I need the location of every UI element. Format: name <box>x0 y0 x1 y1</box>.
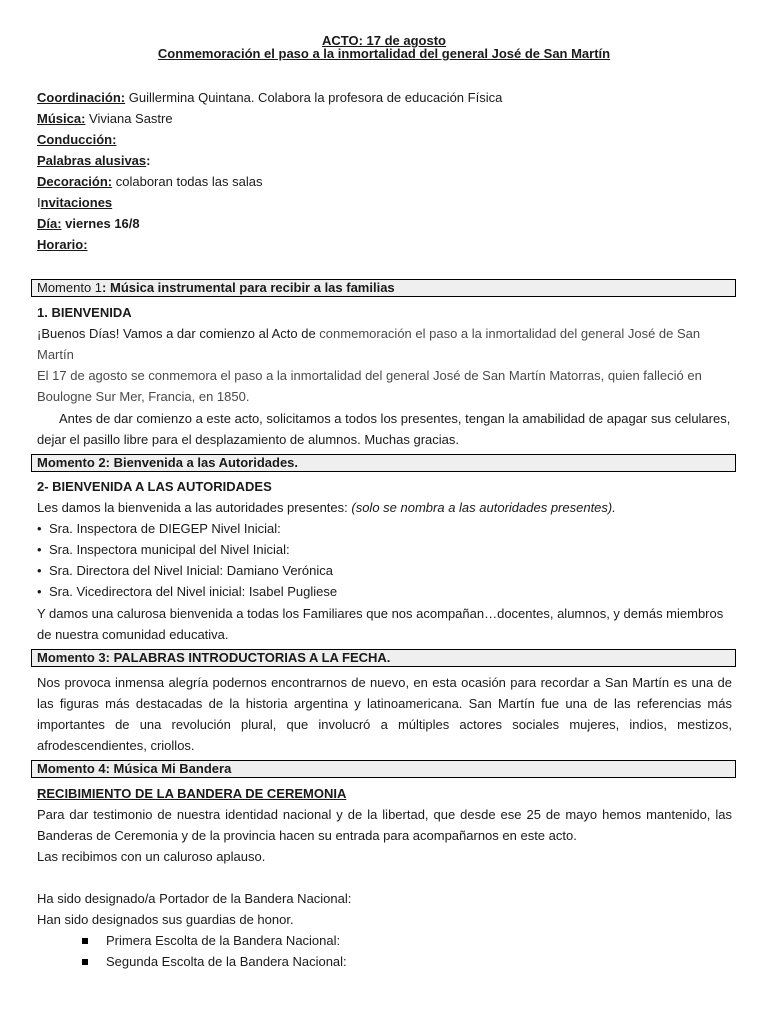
bullet-icon: • <box>37 521 42 536</box>
momento-text: : Música instrumental para recibir a las familias <box>102 280 395 295</box>
section-heading: RECIBIMIENTO DE LA BANDERA DE CEREMONIA <box>37 786 347 801</box>
section-heading: 1. BIENVENIDA <box>37 305 132 320</box>
field-label: Conducción: <box>37 132 117 147</box>
field-decoracion <box>37 171 262 192</box>
field-value: Viviana Sastre <box>85 111 173 126</box>
momento-2-box <box>31 454 736 472</box>
field-invitaciones <box>37 192 112 213</box>
bullet-icon: • <box>37 542 42 557</box>
list-item: • Sra. Inspectora municipal del Nivel Inicial: <box>37 539 290 560</box>
paragraph-line: Y damos una calurosa bienvenida a todas los Familiares que nos acompañan…docentes, alumnos, y demás miembros <box>37 606 724 621</box>
bullet-icon: • <box>37 584 42 599</box>
momento-text: : PALABRAS INTRODUCTORIAS A LA FECHA. <box>105 650 391 665</box>
paragraph-line: importantes de una revolución plural, que involucró a múltiples actores sociales mujeres, indios, mestizos, <box>37 717 732 732</box>
list-item: • Sra. Inspectora de DIEGEP Nivel Inicial: <box>37 518 281 539</box>
paragraph-line: Banderas de Ceremonia y de la provincia hacen su entrada para acompañarnos en este acto. <box>37 828 577 843</box>
field-value: viernes 16/8 <box>61 216 140 231</box>
paragraph-line: de nuestra comunidad educativa. <box>37 627 229 642</box>
momento-4-box: Momento 4: Música Mi Bandera <box>31 760 736 778</box>
field-musica <box>37 108 173 129</box>
field-label: Palabras alusivas <box>37 153 147 168</box>
momento-label: Momento 3 <box>37 650 106 665</box>
field-label: Decoración: <box>37 174 113 189</box>
field-label: Día: <box>37 216 62 231</box>
paragraph-line: Martín <box>37 347 74 362</box>
section-heading: 2- BIENVENIDA A LAS AUTORIDADES <box>37 479 272 494</box>
field-label: Coordinación: <box>37 90 126 105</box>
paragraph-line: Les damos la bienvenida a las autoridades presentes: (solo se nombra a las autoridades presentes). <box>37 500 616 515</box>
momento-label: Momento 2 <box>37 455 106 470</box>
field-coordinacion <box>37 87 502 108</box>
paragraph-line: Boulogne Sur Mer, Francia, en 1850. <box>37 389 250 404</box>
field-prefix: I <box>37 195 41 210</box>
paragraph-line: Las recibimos con un caluroso aplauso. <box>37 849 266 864</box>
list-item: • Sra. Vicedirectora del Nivel inicial: Isabel Pugliese <box>37 581 337 602</box>
square-bullet-icon <box>82 959 88 965</box>
list-item: • Sra. Directora del Nivel Inicial: Damiano Verónica <box>37 560 333 581</box>
field-dia <box>37 213 140 234</box>
paragraph-line: Para dar testimonio de nuestra identidad nacional y de la libertad, que desde ese 25 de mayo hemos mantenido, las <box>37 807 732 822</box>
momento-3-box <box>31 649 736 667</box>
list-item: Segunda Escolta de la Bandera Nacional: <box>82 951 347 972</box>
momento-text: : Bienvenida a las Autoridades. <box>105 455 299 470</box>
document-title: ACTO: 17 de agosto <box>321 33 446 48</box>
paragraph-line: El 17 de agosto se conmemora el paso a la inmortalidad del general José de San Martín Matorras, quien falleció en <box>37 368 702 383</box>
paragraph-line: ¡Buenos Días! Vamos a dar comienzo al Acto de conmemoración el paso a la inmortalidad del general José de San <box>37 326 701 341</box>
paragraph-line: Han sido designados sus guardias de honor. <box>37 912 294 927</box>
field-label: Música: <box>37 111 86 126</box>
square-bullet-icon <box>82 938 88 944</box>
momento-1-box <box>31 279 736 297</box>
paragraph-line: Ha sido designado/a Portador de la Bandera Nacional: <box>37 891 352 906</box>
bullet-icon: • <box>37 563 42 578</box>
paragraph-line: dejar el pasillo libre para el desplazamiento de alumnos. Muchas gracias. <box>37 432 460 447</box>
momento-label: Momento 1 <box>37 280 103 295</box>
document-subtitle: Conmemoración el paso a la inmortalidad del general José de San Martín <box>157 46 611 61</box>
field-value: Guillermina Quintana. Colabora la profesora de educación Física <box>125 90 503 105</box>
field-colon: : <box>146 153 151 168</box>
paragraph-line: Nos provoca inmensa alegría podernos encontrarnos de nuevo, en esta ocasión para recordar a San Martín es una de <box>37 675 732 690</box>
list-item: Primera Escolta de la Bandera Nacional: <box>82 930 340 951</box>
field-value: colaboran todas las salas <box>112 174 263 189</box>
field-horario <box>37 234 88 255</box>
paragraph-line: las figuras más destacadas de la historia argentina y latinoamericana. San Martín fue una de las referencias más <box>37 696 732 711</box>
field-conduccion <box>37 129 116 150</box>
field-label: nvitaciones <box>40 195 113 210</box>
field-palabras-alusivas <box>37 150 150 171</box>
paragraph-line: afrodescendientes, criollos. <box>37 738 195 753</box>
paragraph-line: Antes de dar comienzo a este acto, solicitamos a todos los presentes, tengan la amabilidad de apagar sus celulares, <box>59 411 731 426</box>
field-label: Horario: <box>37 237 88 252</box>
